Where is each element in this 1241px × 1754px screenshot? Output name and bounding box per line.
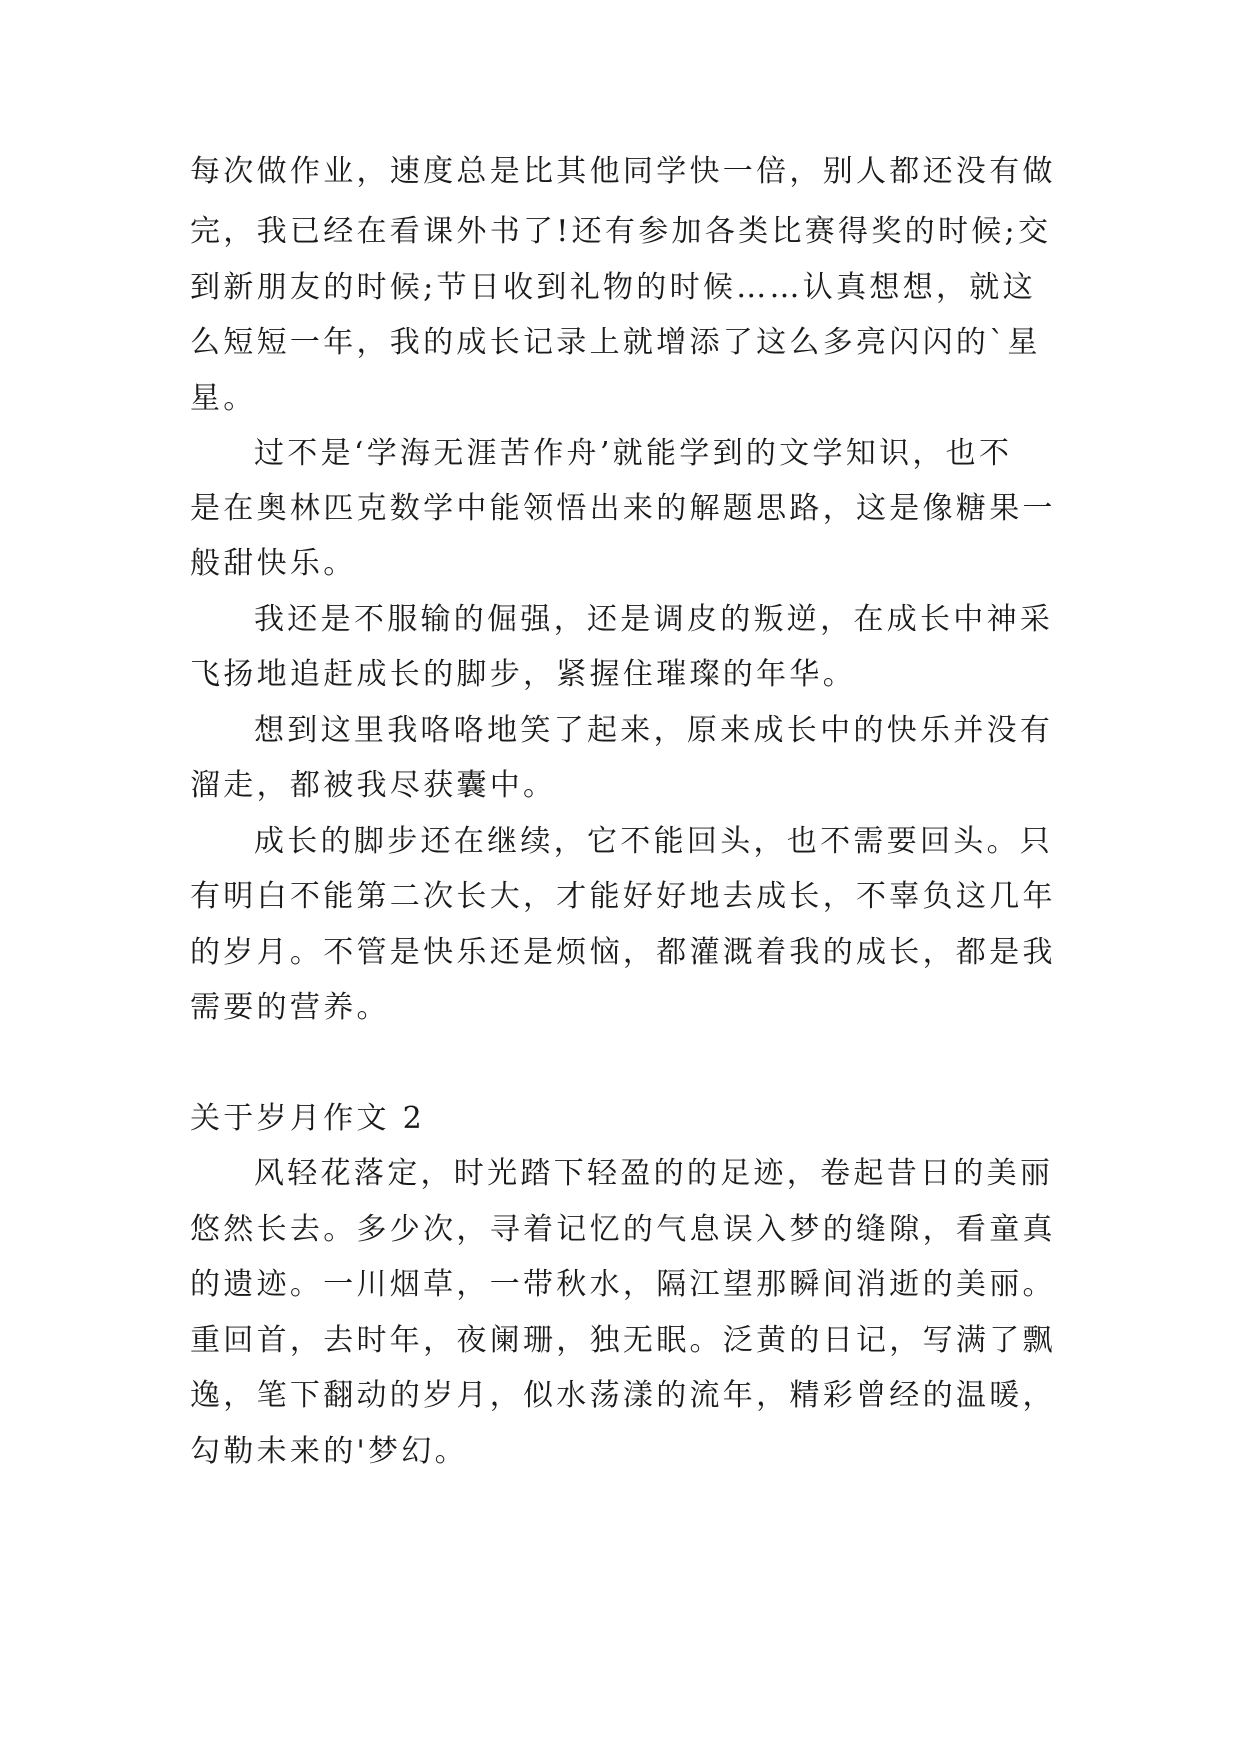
text-line: 的遗迹。一川烟草，一带秋水，隔江望那瞬间消逝的美丽。 bbox=[190, 1267, 1056, 1302]
text-line: 想到这里我咯咯地笑了起来，原来成长中的快乐并没有 bbox=[254, 713, 1054, 748]
text-line: 到新朋友的时候;节日收到礼物的时候……认真想想，就这 bbox=[190, 270, 1036, 305]
text-line: 的岁月。不管是快乐还是烦恼，都灌溉着我的成长，都是我 bbox=[190, 935, 1056, 970]
text-line: 每次做作业，速度总是比其他同学快一倍，别人都还没有做 bbox=[190, 154, 1056, 189]
text-line: 飞扬地追赶成长的脚步，紧握住璀璨的年华。 bbox=[190, 657, 856, 692]
section-heading: 关于岁月作文 2 bbox=[190, 1101, 426, 1136]
text-line: 溜走，都被我尽获囊中。 bbox=[190, 768, 557, 803]
text-line: 悠然长去。多少次，寻着记忆的气息误入梦的缝隙，看童真 bbox=[190, 1212, 1056, 1247]
text-line: 逸，笔下翻动的岁月，似水荡漾的流年，精彩曾经的温暖， bbox=[190, 1378, 1056, 1413]
text-line: 勾勒未来的'梦幻。 bbox=[190, 1434, 468, 1469]
text-line: 星。 bbox=[190, 381, 257, 416]
text-line: 是在奥林匹克数学中能领悟出来的解题思路，这是像糖果一 bbox=[190, 491, 1056, 526]
text-line: 完，我已经在看课外书了!还有参加各类比赛得奖的时候;交 bbox=[190, 214, 1052, 249]
text-line: 过不是‘学海无涯苦作舟’就能学到的文学知识，也不 bbox=[254, 436, 1013, 471]
text-line: 成长的脚步还在继续，它不能回头，也不需要回头。只 bbox=[254, 824, 1054, 859]
text-line: 需要的营养。 bbox=[190, 990, 390, 1025]
text-line: 风轻花落定，时光踏下轻盈的的足迹，卷起昔日的美丽 bbox=[254, 1156, 1054, 1191]
text-line: 么短短一年，我的成长记录上就增添了这么多亮闪闪的`星 bbox=[190, 325, 1041, 360]
text-line: 我还是不服输的倔强，还是调皮的叛逆，在成长中神采 bbox=[254, 602, 1054, 637]
text-line: 有明白不能第二次长大，才能好好地去成长，不辜负这几年 bbox=[190, 879, 1056, 914]
text-line: 重回首，去时年，夜阑珊，独无眠。泛黄的日记，写满了飘 bbox=[190, 1323, 1056, 1358]
text-line: 般甜快乐。 bbox=[190, 546, 357, 581]
